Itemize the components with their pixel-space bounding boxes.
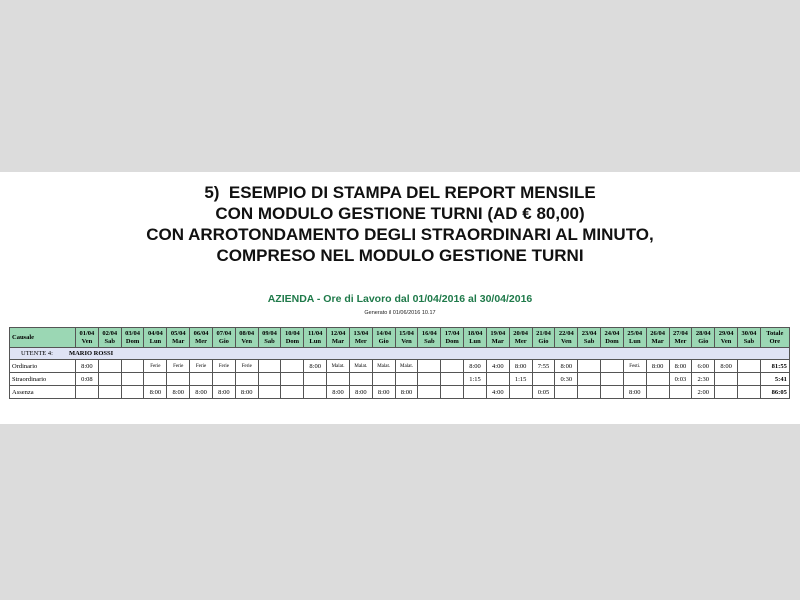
row-causale: Straordinario [10, 373, 76, 386]
row-day-value [738, 373, 761, 386]
header-day-date: 16/04 [421, 329, 437, 337]
header-day-weekday: Ven [81, 337, 93, 345]
header-day-weekday: Dom [445, 337, 459, 345]
header-day-date: 27/04 [673, 329, 688, 337]
header-day-weekday: Dom [285, 337, 300, 345]
header-day-date: 17/04 [444, 329, 460, 337]
header-day-date: 29/04 [718, 329, 734, 337]
header-day-weekday: Mer [674, 337, 687, 345]
row-day-value: 8:00 [372, 386, 395, 399]
table-header-row [10, 328, 790, 348]
header-day-weekday: Sab [743, 337, 755, 345]
header-day-date: 05/04 [170, 329, 186, 337]
row-day-value: 0:05 [532, 386, 555, 399]
row-day-value [509, 386, 532, 399]
row-day-value [258, 386, 281, 399]
row-day-value [281, 360, 304, 373]
row-day-value: Ferie [212, 360, 235, 373]
row-day-value [258, 373, 281, 386]
row-day-value [646, 373, 669, 386]
header-day-date: 30/04 [741, 329, 757, 337]
row-day-value: 8:00 [212, 386, 235, 399]
row-day-value: 8:00 [623, 386, 646, 399]
header-day [395, 328, 418, 348]
header-day [372, 328, 395, 348]
row-causale: Ordinario [10, 360, 76, 373]
row-day-value [715, 386, 738, 399]
header-day [304, 328, 327, 348]
row-day-value [532, 373, 555, 386]
header-day [738, 328, 761, 348]
row-day-value: 8:00 [509, 360, 532, 373]
row-day-value [669, 386, 692, 399]
header-day [441, 328, 464, 348]
header-day [486, 328, 509, 348]
header-day-date: 02/04 [102, 329, 118, 337]
header-day-weekday: Dom [125, 337, 140, 345]
slide-heading [0, 182, 800, 266]
row-day-value [98, 360, 121, 373]
row-day-value: 6:00 [692, 360, 715, 373]
header-day-weekday: Ven [561, 337, 572, 345]
header-day [76, 328, 99, 348]
row-day-value: 8:00 [76, 360, 99, 373]
header-day-date: 26/04 [650, 329, 666, 337]
header-day [509, 328, 532, 348]
report-generated-date: Generato il 01/06/2016 10.17 [364, 310, 436, 316]
row-day-value: 7:55 [532, 360, 555, 373]
row-day-value: 8:00 [327, 386, 350, 399]
header-day-date: 01/04 [79, 329, 95, 337]
header-day [281, 328, 304, 348]
header-total-line2: Ore [769, 337, 781, 345]
row-day-value [304, 386, 327, 399]
header-total-line1: Totale [766, 329, 784, 337]
row-day-value [601, 386, 624, 399]
row-day-value: Ferie [167, 360, 190, 373]
row-day-value: Malat. [372, 360, 395, 373]
header-day-date: 14/04 [376, 329, 392, 337]
header-day-weekday: Mar [651, 337, 664, 345]
header-day [623, 328, 646, 348]
header-day-weekday: Mer [354, 337, 367, 345]
row-day-value [646, 386, 669, 399]
row-day-value: 8:00 [167, 386, 190, 399]
row-day-value: 1:15 [464, 373, 487, 386]
header-day [190, 328, 213, 348]
row-day-value [258, 360, 281, 373]
row-day-value [738, 386, 761, 399]
row-day-value [212, 373, 235, 386]
user-cell [10, 348, 790, 360]
row-day-value: 8:00 [235, 386, 258, 399]
header-day-weekday: Dom [605, 337, 619, 345]
user-label: UTENTE 4: [21, 350, 53, 357]
row-day-value [190, 373, 213, 386]
header-day-date: 25/04 [627, 329, 643, 337]
header-day-date: 21/04 [536, 329, 551, 337]
row-day-value: 2:00 [692, 386, 715, 399]
report-title: AZIENDA - Ore di Lavoro dal 01/04/2016 al 30/04/2016 [267, 293, 533, 305]
row-day-value [395, 373, 418, 386]
header-day-date: 15/04 [399, 329, 414, 337]
row-day-value [121, 373, 144, 386]
row-day-value: Ferie [144, 360, 167, 373]
header-day [669, 328, 692, 348]
header-day-weekday: Gio [698, 337, 709, 345]
row-day-value [578, 373, 601, 386]
heading-line-3: CON ARROTONDAMENTO DEGLI STRAORDINARI AL MINUTO, [146, 225, 654, 244]
row-day-value [738, 360, 761, 373]
row-day-value: 8:00 [555, 360, 578, 373]
header-day [418, 328, 441, 348]
row-total: 86:05 [760, 386, 789, 399]
header-day-weekday: Ven [720, 337, 732, 345]
header-day [646, 328, 669, 348]
row-total: 5:41 [760, 373, 789, 386]
row-causale: Assenza [10, 386, 76, 399]
slide [0, 172, 800, 424]
row-day-value [304, 373, 327, 386]
row-day-value: 8:00 [395, 386, 418, 399]
header-day [327, 328, 350, 348]
row-day-value: Ferie [190, 360, 213, 373]
header-day-date: 18/04 [467, 329, 483, 337]
header-day-weekday: Mar [172, 337, 185, 345]
header-day-date: 07/04 [216, 329, 232, 337]
header-day [349, 328, 372, 348]
row-day-value [121, 386, 144, 399]
row-day-value [235, 373, 258, 386]
header-day-weekday: Sab [583, 337, 595, 345]
header-day [167, 328, 190, 348]
header-day-weekday: Sab [264, 337, 275, 345]
header-day-date: 28/04 [695, 329, 711, 337]
heading-line-2: CON MODULO GESTIONE TURNI (AD € 80,00) [215, 204, 585, 223]
row-day-value [372, 373, 395, 386]
header-day-weekday: Ven [241, 337, 253, 345]
header-day-date: 22/04 [558, 329, 574, 337]
header-day-date: 12/04 [330, 329, 346, 337]
header-day [555, 328, 578, 348]
row-day-value: 8:00 [349, 386, 372, 399]
row-day-value: 0:03 [669, 373, 692, 386]
user-row [10, 348, 790, 360]
row-day-value [441, 386, 464, 399]
header-day-date: 11/04 [307, 329, 323, 337]
row-total: 81:55 [760, 360, 789, 373]
row-day-value: 8:00 [715, 360, 738, 373]
row-day-value [121, 360, 144, 373]
header-day-date: 06/04 [193, 329, 209, 337]
row-day-value [486, 373, 509, 386]
row-day-value: Festi. [623, 360, 646, 373]
row-day-value: 8:00 [144, 386, 167, 399]
header-day-date: 13/04 [353, 329, 369, 337]
heading-line-1: 5) ESEMPIO DI STAMPA DEL REPORT MENSILE [204, 183, 596, 202]
header-day-date: 10/04 [284, 329, 300, 337]
row-day-value: 4:00 [486, 386, 509, 399]
row-day-value [349, 373, 372, 386]
header-day [235, 328, 258, 348]
row-day-value: 8:00 [646, 360, 669, 373]
row-day-value [281, 373, 304, 386]
header-causale: Causale [10, 328, 76, 348]
row-day-value [441, 373, 464, 386]
header-day-weekday: Mer [195, 337, 207, 345]
header-day [715, 328, 738, 348]
row-day-value: 2:30 [692, 373, 715, 386]
header-day [121, 328, 144, 348]
header-day [212, 328, 235, 348]
row-day-value [327, 373, 350, 386]
header-day [578, 328, 601, 348]
row-day-value: Malat. [349, 360, 372, 373]
row-day-value [167, 373, 190, 386]
row-day-value [76, 386, 99, 399]
header-day-weekday: Lun [469, 337, 481, 345]
row-day-value: Ferie [235, 360, 258, 373]
row-day-value [601, 360, 624, 373]
header-day-weekday: Lun [309, 337, 321, 345]
header-day-weekday: Sab [424, 337, 435, 345]
row-day-value [623, 373, 646, 386]
header-day-weekday: Ven [401, 337, 412, 345]
row-day-value: 8:00 [190, 386, 213, 399]
header-day-weekday: Mer [514, 337, 527, 345]
header-day-date: 03/04 [125, 329, 140, 337]
row-day-value [464, 386, 487, 399]
header-day [98, 328, 121, 348]
row-day-value [555, 386, 578, 399]
row-day-value [98, 373, 121, 386]
row-day-value: Malat. [395, 360, 418, 373]
header-day-date: 24/04 [604, 329, 620, 337]
row-day-value [441, 360, 464, 373]
table-row [10, 386, 790, 399]
header-day-weekday: Mar [331, 337, 345, 345]
header-day-weekday: Lun [149, 337, 162, 345]
row-day-value: Malat. [327, 360, 350, 373]
header-day-date: 20/04 [513, 329, 529, 337]
header-day-date: 19/04 [490, 329, 506, 337]
row-day-value: 1:15 [509, 373, 532, 386]
row-day-value: 4:00 [486, 360, 509, 373]
heading-line-4: COMPRESO NEL MODULO GESTIONE TURNI [216, 246, 584, 265]
row-day-value [418, 373, 441, 386]
header-day-weekday: Mar [491, 337, 504, 345]
header-day-weekday: Gio [218, 337, 229, 345]
user-name: MARIO ROSSI [68, 350, 114, 357]
row-day-value [418, 360, 441, 373]
header-day [258, 328, 281, 348]
header-day-date: 23/04 [581, 329, 597, 337]
header-day-weekday: Sab [104, 337, 115, 345]
row-day-value [715, 373, 738, 386]
row-day-value [601, 373, 624, 386]
header-day [692, 328, 715, 348]
header-day [532, 328, 555, 348]
row-day-value: 0:08 [76, 373, 99, 386]
table-row [10, 373, 790, 386]
header-day-weekday: Gio [378, 337, 389, 345]
header-day [464, 328, 487, 348]
row-day-value [281, 386, 304, 399]
header-day-weekday: Gio [538, 337, 549, 345]
row-day-value [578, 360, 601, 373]
row-day-value [418, 386, 441, 399]
row-day-value: 8:00 [464, 360, 487, 373]
table-row [10, 360, 790, 373]
row-day-value: 8:00 [304, 360, 327, 373]
row-day-value [578, 386, 601, 399]
header-day-date: 09/04 [262, 329, 277, 337]
report-table [9, 327, 790, 399]
row-day-value [98, 386, 121, 399]
header-day [601, 328, 624, 348]
row-day-value [144, 373, 167, 386]
header-day-date: 08/04 [239, 329, 255, 337]
header-total [760, 328, 789, 348]
header-day-date: 04/04 [147, 329, 163, 337]
header-day-weekday: Lun [629, 337, 641, 345]
row-day-value: 8:00 [669, 360, 692, 373]
row-day-value: 0:30 [555, 373, 578, 386]
header-day [144, 328, 167, 348]
